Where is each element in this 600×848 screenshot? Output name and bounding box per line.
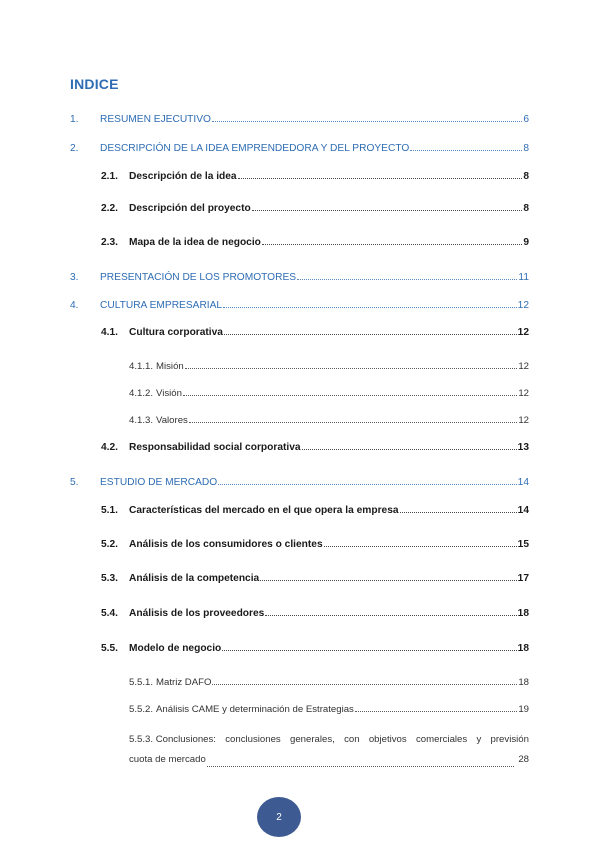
toc-entry-label: DESCRIPCIÓN DE LA IDEA EMPRENDEDORA Y DEL PROYECTO (100, 143, 410, 154)
toc-entry-page: 15 (517, 539, 529, 550)
toc-entry-label: Descripción de la idea (129, 171, 237, 182)
page-number: 2 (276, 811, 282, 823)
toc-entry-2-1[interactable] (101, 171, 529, 182)
toc-entry-label: Modelo de negocio (129, 643, 222, 654)
toc-entry-label: Responsabilidad social corporativa (129, 442, 301, 453)
toc-entry-4-1-1[interactable] (129, 361, 529, 372)
dot-leader (189, 422, 517, 423)
dot-leader (218, 484, 516, 485)
toc-entry-page: 12 (518, 361, 529, 372)
toc-entry-number: 1. (70, 114, 79, 125)
toc-entry-label: PRESENTACIÓN DE LOS PROMOTORES (100, 272, 297, 283)
toc-entry-label: Matriz DAFO (156, 677, 212, 688)
toc-entry-page: 14 (517, 505, 529, 516)
toc-entry-page: 18 (517, 643, 529, 654)
toc-entry-label: Descripción del proyecto (129, 203, 251, 214)
toc-entry-number: 4. (70, 300, 79, 311)
toc-entry-label: RESUMEN EJECUTIVO (100, 114, 211, 125)
toc-entry-page: 28 (518, 754, 529, 765)
toc-entry-label: Visión (156, 388, 182, 399)
toc-entry-4[interactable] (70, 300, 529, 311)
toc-entry-page: 6 (523, 114, 529, 125)
toc-entry-3[interactable] (70, 272, 529, 283)
toc-entry-4-1-3[interactable] (129, 415, 529, 426)
toc-entry-number: 5.5.3. Conclusiones: (129, 734, 216, 745)
toc-entry-word: comerciales (415, 734, 468, 745)
toc-entry-5-5[interactable] (101, 643, 529, 654)
toc-entry-number: 2.1. (101, 171, 118, 182)
dot-leader (212, 684, 517, 685)
toc-entry-word: previsión (490, 734, 529, 745)
dot-leader (262, 244, 522, 245)
toc-entry-5-3[interactable] (101, 573, 529, 584)
toc-entry-5[interactable] (70, 477, 529, 488)
toc-entry-page: 12 (518, 415, 529, 426)
toc-entry-number: 5.4. (101, 608, 118, 619)
toc-entry-5-5-3[interactable] (129, 730, 529, 770)
toc-entry-word: conclusiones (225, 734, 281, 745)
dot-leader (355, 711, 517, 712)
toc-entry-label: Cultura corporativa (129, 327, 223, 338)
toc-entry-5-4[interactable] (101, 608, 529, 619)
dot-leader (265, 615, 516, 616)
toc-entry-page: 13 (517, 442, 529, 453)
dot-leader (223, 307, 517, 308)
toc-entry-label: Análisis de los proveedores (129, 608, 265, 619)
toc-entry-word: objetivos (368, 734, 407, 745)
toc-entry-label: CULTURA EMPRESARIAL (100, 300, 223, 311)
toc-entry-label: Análisis de la competencia (129, 573, 260, 584)
toc-entry-number: 3. (70, 272, 79, 283)
toc-entry-5-5-2[interactable] (129, 704, 529, 715)
toc-entry-number: 2.2. (101, 203, 118, 214)
toc-entry-2-2[interactable] (101, 203, 529, 214)
toc-entry-word: generales, (289, 734, 335, 745)
toc-entry-number: 4.1.2. (129, 388, 154, 399)
toc-entry-number: 5.3. (101, 573, 118, 584)
dot-leader (400, 512, 517, 513)
dot-leader (324, 546, 517, 547)
toc-entry-label: Valores (156, 415, 188, 426)
toc-title: INDICE (70, 76, 119, 92)
toc-entry-word: y (476, 734, 482, 745)
toc-entry-5-5-1[interactable] (129, 677, 529, 688)
toc-entry-number: 4.2. (101, 442, 118, 453)
toc-entry-page: 8 (523, 171, 529, 182)
toc-entry-number: 5.5. (101, 643, 118, 654)
toc-entry-label: Mapa de la idea de negocio (129, 237, 261, 248)
toc-entry-label: Análisis CAME y determinación de Estrategias (156, 704, 354, 715)
toc-entry-page: 19 (518, 704, 529, 715)
toc-entry-5-2[interactable] (101, 539, 529, 550)
dot-leader (410, 150, 522, 151)
toc-entry-4-1-2[interactable] (129, 388, 529, 399)
dot-leader (297, 279, 517, 280)
toc-entry-page: 18 (517, 608, 529, 619)
toc-entry-number: 5.2. (101, 539, 118, 550)
toc-entry-5-1[interactable] (101, 505, 529, 516)
toc-entry-4-1[interactable] (101, 327, 529, 338)
toc-entry-number: 5.5.1. (129, 677, 154, 688)
toc-entry-1[interactable] (70, 114, 529, 125)
toc-entry-number: 4.1.1. (129, 361, 154, 372)
toc-entry-word: con (344, 734, 360, 745)
toc-entry-label: Análisis de los consumidores o clientes (129, 539, 323, 550)
toc-entry-page: 11 (518, 272, 529, 283)
toc-entry-page: 8 (523, 143, 529, 154)
toc-entry-page: 12 (518, 388, 529, 399)
toc-entry-number: 5.5.2. (129, 704, 154, 715)
toc-entry-2[interactable] (70, 143, 529, 154)
toc-entry-number: 2.3. (101, 237, 118, 248)
dot-leader (224, 334, 517, 335)
toc-entry-label: ESTUDIO DE MERCADO (100, 477, 218, 488)
dot-leader (212, 121, 522, 122)
toc-entry-label: cuota de mercado (129, 754, 206, 765)
toc-entry-page: 18 (518, 677, 529, 688)
toc-entry-line-1 (129, 730, 529, 750)
page-number-badge (257, 797, 301, 837)
toc-entry-line-2 (129, 750, 529, 770)
dot-leader (252, 210, 523, 211)
dot-leader (302, 449, 517, 450)
dot-leader (238, 178, 523, 179)
dot-leader (183, 395, 517, 396)
toc-entry-number: 5. (70, 477, 79, 488)
toc-entry-page: 17 (517, 573, 529, 584)
toc-entry-4-2[interactable] (101, 442, 529, 453)
toc-entry-number: 4.1.3. (129, 415, 154, 426)
toc-entry-page: 12 (517, 300, 529, 311)
toc-entry-page: 14 (517, 477, 529, 488)
toc-entry-number: 2. (70, 143, 79, 154)
dot-leader (260, 580, 516, 581)
toc-entry-page: 9 (523, 237, 529, 248)
toc-entry-2-3[interactable] (101, 237, 529, 248)
toc-entry-label: Características del mercado en el que opera la empresa (129, 505, 399, 516)
toc-entry-number: 4.1. (101, 327, 118, 338)
toc-entry-page: 8 (523, 203, 529, 214)
dot-leader (185, 368, 518, 369)
dot-leader (222, 650, 516, 651)
dot-leader (207, 766, 515, 767)
toc-entry-page: 12 (517, 327, 529, 338)
toc-entry-number: 5.1. (101, 505, 118, 516)
toc-entry-label: Misión (156, 361, 184, 372)
